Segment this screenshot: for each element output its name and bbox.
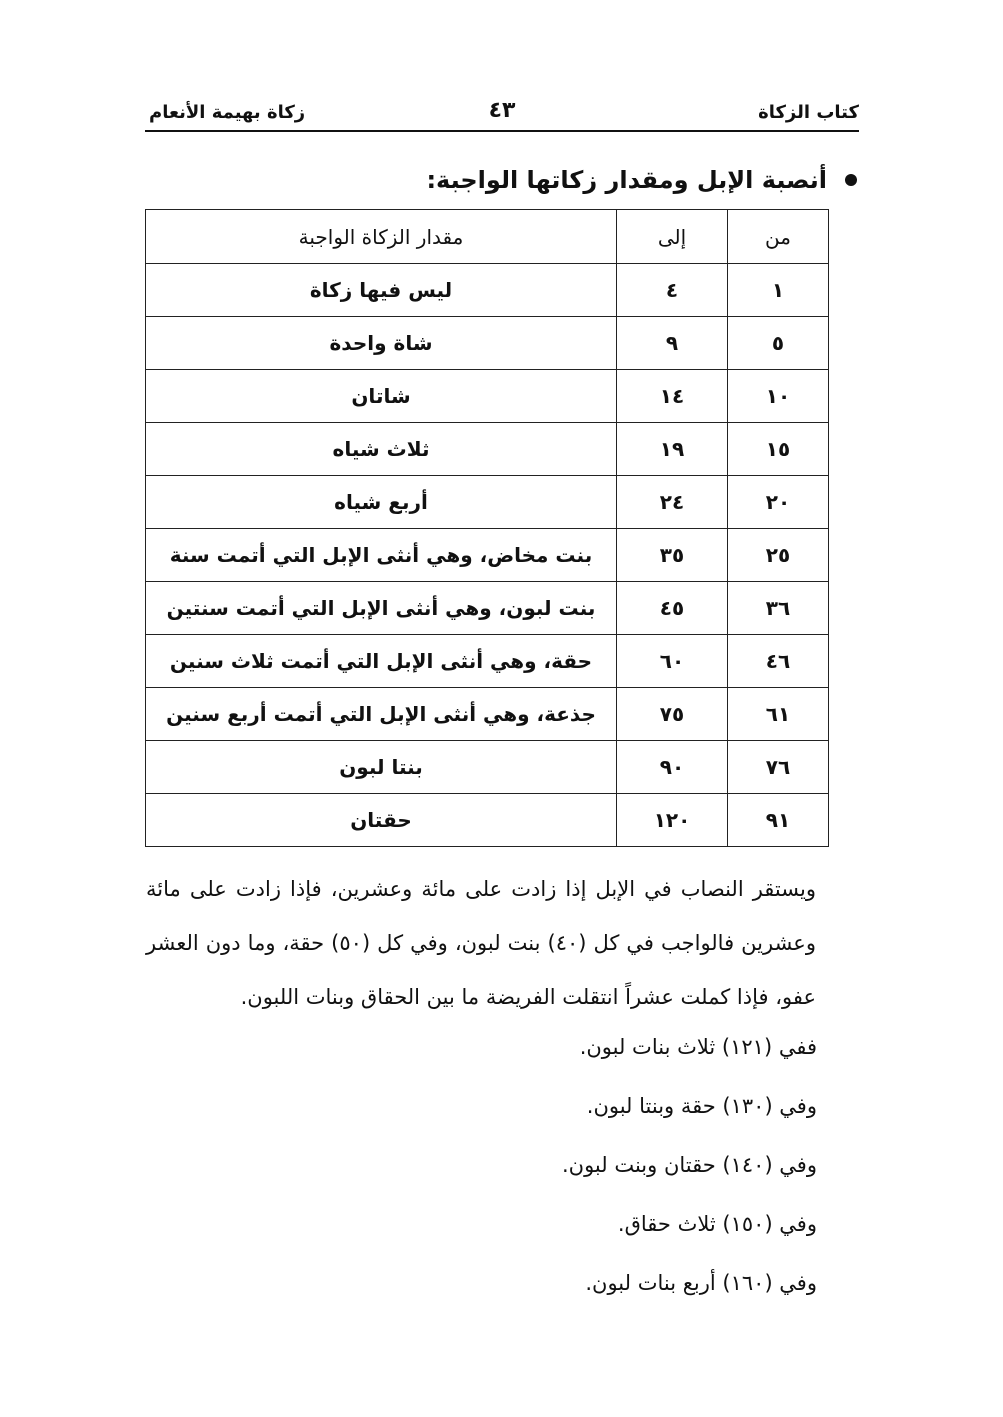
cell-to: ١٢٠ [617, 794, 728, 847]
page-number: ٤٣ [488, 98, 516, 123]
cell-to: ٩٠ [617, 741, 728, 794]
cell-amount: بنتا لبون [146, 741, 617, 794]
cell-amount: حقتان [146, 794, 617, 847]
table-row [146, 688, 829, 741]
cell-amount: أربع شياه [146, 476, 617, 529]
book-title: كتاب الزكاة [758, 102, 859, 123]
cell-to: ٤ [617, 264, 728, 317]
camel-nisab-table [145, 209, 829, 847]
cell-to: ٦٠ [617, 635, 728, 688]
cell-to: ٣٥ [617, 529, 728, 582]
column-header-amount: مقدار الزكاة الواجبة [146, 210, 617, 264]
cell-from: ١٠ [728, 370, 829, 423]
cell-from: ٢٥ [728, 529, 829, 582]
cell-amount: شاة واحدة [146, 317, 617, 370]
running-header [145, 100, 859, 132]
column-header-from: من [728, 210, 829, 264]
cell-from: ٦١ [728, 688, 829, 741]
list-item: وفي (١٣٠) حقة وبنتا لبون. [586, 1094, 817, 1118]
list-item: وفي (١٤٠) حقتان وبنت لبون. [561, 1153, 817, 1177]
list-item: وفي (١٥٠) ثلاث حقاق. [617, 1212, 817, 1236]
cell-from: ٧٦ [728, 741, 829, 794]
table-header-row [146, 210, 829, 264]
table-row [146, 476, 829, 529]
table-row [146, 635, 829, 688]
cell-to: ١٩ [617, 423, 728, 476]
cell-amount: ثلاث شياه [146, 423, 617, 476]
cell-to: ١٤ [617, 370, 728, 423]
chapter-title: زكاة بهيمة الأنعام [149, 102, 306, 123]
cell-amount: جذعة، وهي أنثى الإبل التي أتمت أربع سنين [146, 688, 617, 741]
table-row [146, 370, 829, 423]
cases-list [562, 1020, 817, 1315]
table-row [146, 423, 829, 476]
table-row [146, 264, 829, 317]
cell-from: ١٥ [728, 423, 829, 476]
column-header-to: إلى [617, 210, 728, 264]
cell-to: ٤٥ [617, 582, 728, 635]
section-heading-text: أنصبة الإبل ومقدار زكاتها الواجبة: [426, 166, 827, 194]
cell-from: ٥ [728, 317, 829, 370]
body-paragraph: ويستقر النصاب في الإبل إذا زادت على مائة وعشرين، فإذا زادت على مائة وعشرين فالواجب في كل (٤٠) بنت لبون، وفي كل (٥٠) حقة، وما دون العشر عفو، فإذا كملت عشراً انتقلت الفريضة ما بين الحقاق وبنات اللبون. [146, 877, 816, 1009]
list-item: ففي (١٢١) ثلاث بنات لبون. [579, 1035, 817, 1059]
cell-amount: ليس فيها زكاة [146, 264, 617, 317]
table-row [146, 741, 829, 794]
cell-from: ١ [728, 264, 829, 317]
list-item: وفي (١٦٠) أربع بنات لبون. [585, 1271, 817, 1295]
table-row [146, 529, 829, 582]
cell-to: ٧٥ [617, 688, 728, 741]
cell-from: ٢٠ [728, 476, 829, 529]
cell-from: ٣٦ [728, 582, 829, 635]
table-row [146, 317, 829, 370]
cell-to: ٩ [617, 317, 728, 370]
table-row [146, 794, 829, 847]
cell-from: ٩١ [728, 794, 829, 847]
cell-from: ٤٦ [728, 635, 829, 688]
table-row [146, 582, 829, 635]
cell-to: ٢٤ [617, 476, 728, 529]
section-heading [426, 166, 857, 194]
cell-amount: بنت مخاض، وهي أنثى الإبل التي أتمت سنة [146, 529, 617, 582]
cell-amount: حقة، وهي أنثى الإبل التي أتمت ثلاث سنين [146, 635, 617, 688]
cell-amount: شاتان [146, 370, 617, 423]
cell-amount: بنت لبون، وهي أنثى الإبل التي أتمت سنتين [146, 582, 617, 635]
bullet-icon [845, 174, 857, 186]
